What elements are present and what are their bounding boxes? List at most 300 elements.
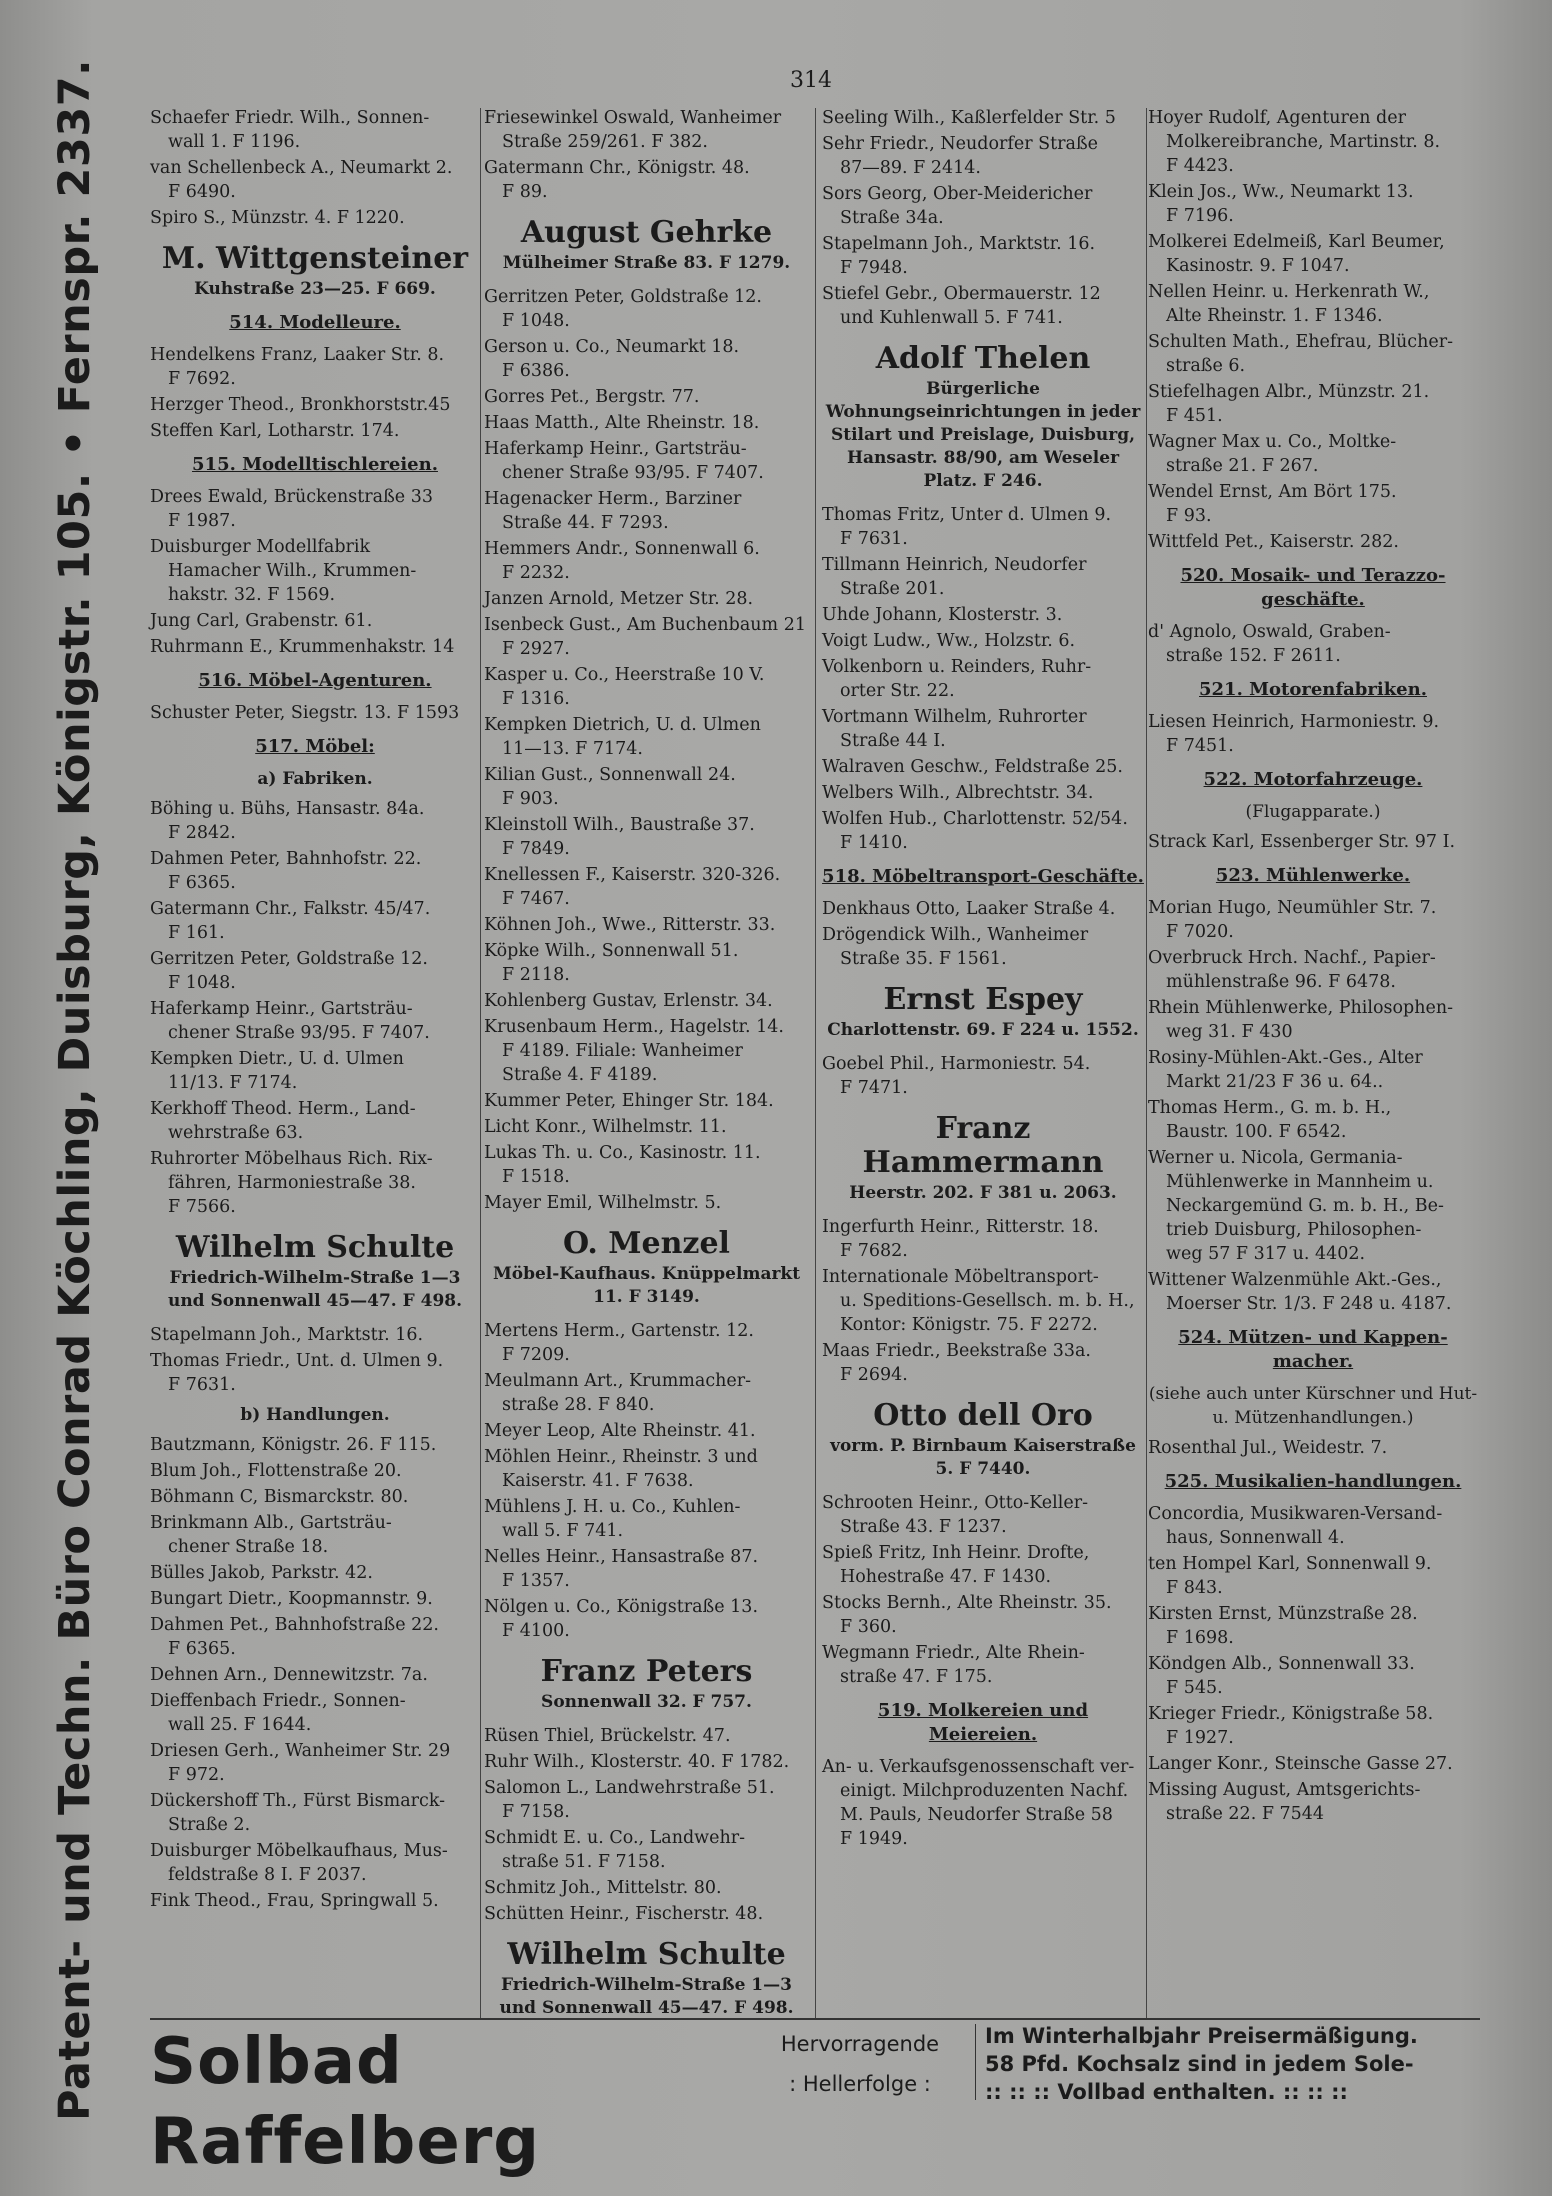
entry-line: Schmitz Joh., Mittelstr. 80.: [484, 1878, 722, 1898]
entry-line: d' Agnolo, Oswald, Graben-: [1148, 622, 1391, 642]
directory-entry: [484, 385, 809, 409]
directory-entry: [1148, 1752, 1478, 1776]
directory-entry: [484, 863, 809, 911]
directory-entry: [150, 535, 480, 607]
entry-line: Strack Karl, Essenberger Str. 97 I.: [1148, 832, 1456, 852]
entry-line: chener Straße 18.: [168, 1537, 329, 1557]
entry-line: hakstr. 32. F 1569.: [168, 585, 336, 605]
entry-line: Straße 43. F 1237.: [840, 1517, 1007, 1537]
directory-entry: [822, 132, 1144, 180]
column-divider: [815, 108, 816, 2018]
directory-entry: [150, 897, 480, 945]
entry-line: F 1048.: [502, 311, 570, 331]
section-heading: 522. Motorfahrzeuge.: [1203, 769, 1423, 790]
directory-entry: [822, 282, 1144, 330]
directory-entry: [484, 1826, 809, 1874]
entry-line: Sehr Friedr., Neudorfer Straße: [822, 134, 1099, 154]
section-heading: 516. Möbel-Agenturen.: [198, 670, 432, 691]
directory-entry: [484, 939, 809, 987]
entry-line: Wendel Ernst, Am Bört 175.: [1148, 482, 1397, 502]
entry-line: Bungart Dietr., Koopmannstr. 9.: [150, 1589, 433, 1609]
directory-entry: [1148, 946, 1478, 994]
directory-entry: [150, 847, 480, 895]
entry-line: Krieger Friedr., Königstraße 58.: [1148, 1704, 1434, 1724]
entry-line: Brinkmann Alb., Gartsträu-: [150, 1513, 392, 1533]
directory-entry: [1148, 1552, 1478, 1600]
entry-line: Kasper u. Co., Heerstraße 10 V.: [484, 665, 765, 685]
subsection-heading: b) Handlungen.: [240, 1405, 390, 1425]
entry-line: Langer Konr., Steinsche Gasse 27.: [1148, 1754, 1453, 1774]
directory-entry: [484, 713, 809, 761]
directory-entry: [822, 1641, 1144, 1689]
entry-line: einigt. Milchproduzenten Nachf.: [840, 1781, 1129, 1801]
directory-entry: [1148, 1502, 1478, 1550]
entry-line: F 843.: [1166, 1578, 1223, 1598]
entry-line: Kempken Dietrich, U. d. Ulmen: [484, 715, 761, 735]
directory-entry: [150, 1789, 480, 1837]
entry-line: Fink Theod., Frau, Springwall 5.: [150, 1891, 439, 1911]
entry-line: Wittener Walzenmühle Akt.-Ges.,: [1148, 1270, 1442, 1290]
entry-line: Gerson u. Co., Neumarkt 18.: [484, 337, 740, 357]
directory-entry: [822, 106, 1144, 130]
directory-entry: [484, 913, 809, 937]
entry-line: Morian Hugo, Neumühler Str. 7.: [1148, 898, 1437, 918]
entry-line: F 360.: [840, 1617, 897, 1637]
directory-entry: [150, 1587, 480, 1611]
directory-entry: [484, 813, 809, 861]
entry-line: F 7631.: [840, 529, 908, 549]
directory-entry: [822, 1265, 1144, 1337]
entry-line: F 2118.: [502, 965, 570, 985]
entry-line: Kasinostr. 9. F 1047.: [1166, 256, 1350, 276]
directory-entry: [484, 613, 809, 661]
entry-line: Jung Carl, Grabenstr. 61.: [150, 611, 373, 631]
entry-line: Gorres Pet., Bergstr. 77.: [484, 387, 700, 407]
entry-line: Straße 44 I.: [840, 731, 946, 751]
column-4: [1148, 106, 1478, 1828]
entry-line: Stapelmann Joh., Marktstr. 16.: [150, 1325, 424, 1345]
entry-line: Salomon L., Landwehrstraße 51.: [484, 1778, 775, 1798]
advertiser-name: Wilhelm Schulte: [507, 1937, 786, 1972]
entry-line: F 2232.: [502, 563, 570, 583]
entry-line: ten Hompel Karl, Sonnenwall 9.: [1148, 1554, 1432, 1574]
entry-line: Ingerfurth Heinr., Ritterstr. 18.: [822, 1217, 1099, 1237]
directory-entry: [484, 663, 809, 711]
directory-entry: [484, 1724, 809, 1748]
ad-right-text: [985, 2022, 1480, 2102]
directory-entry: [1148, 430, 1478, 478]
entry-line: Seeling Wilh., Kaßlerfelder Str. 5: [822, 108, 1116, 128]
section-heading: 518. Möbeltransport-Geschäfte.: [822, 866, 1144, 887]
entry-line: fähren, Harmoniestraße 38.: [168, 1173, 416, 1193]
entry-line: Haferkamp Heinr., Gartsträu-: [484, 439, 747, 459]
entry-line: F 7451.: [1166, 736, 1234, 756]
advertiser-details: Mülheimer Straße 83. F 1279.: [502, 253, 791, 273]
directory-entry: [150, 1433, 480, 1457]
entry-line: Licht Konr., Wilhelmstr. 11.: [484, 1117, 727, 1137]
sidebar-text: Patent- und Techn. Büro Conrad Köchling, Duisburg, Königstr. 105. • Fernspr. 2337.: [50, 58, 100, 2122]
directory-entry: [822, 705, 1144, 753]
entry-line: Hamacher Wilh., Krummen-: [168, 561, 417, 581]
entry-line: Straße 4. F 4189.: [502, 1065, 658, 1085]
entry-line: Rosenthal Jul., Weidestr. 7.: [1148, 1438, 1388, 1458]
entry-line: F 2694.: [840, 1365, 908, 1385]
advertiser-name: August Gehrke: [520, 215, 773, 250]
section-heading: 515. Modelltischlereien.: [192, 454, 438, 475]
directory-entry: [822, 182, 1144, 230]
directory-entry: [150, 1889, 480, 1913]
advertiser-details: vorm. P. Birnbaum Kaiserstraße 5. F 7440.: [830, 1436, 1136, 1479]
entry-line: straße 6.: [1166, 356, 1246, 376]
entry-line: Stiefelhagen Albr., Münzstr. 21.: [1148, 382, 1430, 402]
directory-entry: [484, 1902, 809, 1926]
entry-line: straße 22. F 7544: [1166, 1804, 1325, 1824]
directory-entry: [484, 335, 809, 383]
directory-entry: [484, 1445, 809, 1493]
section-heading: 521. Motorenfabriken.: [1199, 679, 1427, 700]
directory-entry: [1148, 1436, 1478, 1460]
directory-entry: [1148, 180, 1478, 228]
directory-entry: [150, 1839, 480, 1887]
advertiser-details: Möbel-Kaufhaus. Knüppelmarkt 11. F 3149.: [492, 1264, 801, 1307]
entry-line: Alte Rheinstr. 1. F 1346.: [1166, 306, 1383, 326]
directory-entry: [150, 797, 480, 845]
entry-line: Schütten Heinr., Fischerstr. 48.: [484, 1904, 764, 1924]
entry-line: Haas Matth., Alte Rheinstr. 18.: [484, 413, 760, 433]
entry-line: Kohlenberg Gustav, Erlenstr. 34.: [484, 991, 773, 1011]
entry-line: Steffen Karl, Lotharstr. 174.: [150, 421, 400, 441]
advertiser-details: Heerstr. 202. F 381 u. 2063.: [849, 1183, 1117, 1203]
entry-line: Dieffenbach Friedr., Sonnen-: [150, 1691, 406, 1711]
advertiser-name: O. Menzel: [563, 1226, 730, 1261]
entry-line: Goebel Phil., Harmoniestr. 54.: [822, 1054, 1091, 1074]
entry-line: Kummer Peter, Ehinger Str. 184.: [484, 1091, 774, 1111]
entry-line: Straße 2.: [168, 1815, 251, 1835]
column-1: [150, 106, 480, 1915]
entry-line: Volkenborn u. Reinders, Ruhr-: [822, 657, 1092, 677]
entry-line: Gerritzen Peter, Goldstraße 12.: [150, 949, 428, 969]
directory-entry: [1148, 1652, 1478, 1700]
entry-line: Straße 44. F 7293.: [502, 513, 669, 533]
entry-line: Mühlens J. H. u. Co., Kuhlen-: [484, 1497, 741, 1517]
directory-entry: [1148, 1096, 1478, 1144]
directory-entry: [1148, 330, 1478, 378]
entry-line: Kilian Gust., Sonnenwall 24.: [484, 765, 736, 785]
page-number: 314: [790, 68, 832, 93]
entry-line: Concordia, Musikwaren-Versand-: [1148, 1504, 1443, 1524]
entry-line: F 1949.: [840, 1829, 908, 1849]
entry-line: F 7692.: [168, 369, 236, 389]
directory-entry: [822, 1339, 1144, 1387]
entry-line: Internationale Möbeltransport-: [822, 1267, 1099, 1287]
directory-entry: [150, 1485, 480, 1509]
entry-line: weg 57 F 317 u. 4402.: [1166, 1244, 1366, 1264]
advertiser-details: Friedrich-Wilhelm-Straße 1—3 und Sonnenwall 45—47. F 498.: [499, 1975, 794, 2018]
directory-entry: [484, 156, 809, 204]
entry-line: Meulmann Art., Krummacher-: [484, 1371, 752, 1391]
directory-entry: [822, 553, 1144, 601]
directory-entry: [822, 897, 1144, 921]
directory-entry: [1148, 480, 1478, 528]
entry-line: Markt 21/23 F 36 u. 64..: [1166, 1072, 1384, 1092]
ad-middle-text: [760, 2022, 960, 2102]
directory-entry: [484, 1369, 809, 1417]
entry-line: Mertens Herm., Gartenstr. 12.: [484, 1321, 754, 1341]
directory-entry: [822, 629, 1144, 653]
entry-line: weg 31. F 430: [1166, 1022, 1293, 1042]
entry-line: Kirsten Ernst, Münzstraße 28.: [1148, 1604, 1418, 1624]
entry-line: Haferkamp Heinr., Gartsträu-: [150, 999, 413, 1019]
section-note: (siehe auch unter Kürschner und Hut- u. Mützenhandlungen.): [1148, 1384, 1478, 1428]
entry-line: F 4100.: [502, 1621, 570, 1641]
entry-line: wall 1. F 1196.: [168, 132, 301, 152]
entry-line: Missing August, Amtsgerichts-: [1148, 1780, 1421, 1800]
directory-entry: [1148, 280, 1478, 328]
entry-line: wall 25. F 1644.: [168, 1715, 312, 1735]
directory-entry: [150, 1739, 480, 1787]
entry-line: F 7158.: [502, 1802, 570, 1822]
entry-line: Köpke Wilh., Sonnenwall 51.: [484, 941, 739, 961]
directory-entry: [484, 1015, 809, 1087]
directory-entry: [484, 1419, 809, 1443]
entry-line: Molkerei Edelmeiß, Karl Beumer,: [1148, 232, 1445, 252]
ad-divider: [975, 2024, 976, 2100]
entry-line: F 2842.: [168, 823, 236, 843]
directory-entry: [150, 1561, 480, 1585]
advertiser-name: Adolf Thelen: [875, 341, 1091, 376]
entry-line: Baustr. 100. F 6542.: [1166, 1122, 1347, 1142]
directory-entry: [150, 701, 480, 725]
directory-entry: [484, 487, 809, 535]
entry-line: Spieß Fritz, Inh Heinr. Drofte,: [822, 1543, 1090, 1563]
directory-entry: [484, 763, 809, 811]
entry-line: Meyer Leop, Alte Rheinstr. 41.: [484, 1421, 756, 1441]
ad-middle-line-1: Hervorragende: [780, 2032, 940, 2056]
entry-line: Stocks Bernh., Alte Rheinstr. 35.: [822, 1593, 1112, 1613]
entry-line: Straße 34a.: [840, 208, 944, 228]
directory-entry: [484, 1876, 809, 1900]
directory-entry: [1148, 710, 1478, 758]
entry-line: F 1048.: [168, 973, 236, 993]
ad-middle-line-2: : Hellerfolge :: [789, 2072, 931, 2096]
entry-line: Böhing u. Bühs, Hansastr. 84a.: [150, 799, 425, 819]
entry-line: Böhmann C, Bismarckstr. 80.: [150, 1487, 409, 1507]
directory-entry: [150, 1689, 480, 1737]
directory-entry: [484, 1191, 809, 1215]
entry-line: Gerritzen Peter, Goldstraße 12.: [484, 287, 762, 307]
entry-line: Drögendick Wilh., Wanheimer: [822, 925, 1089, 945]
directory-entry: [484, 285, 809, 333]
ad-right-line-1: Im Winterhalbjahr Preisermäßigung.: [985, 2024, 1418, 2048]
directory-entry: [150, 635, 480, 659]
ad-right-line-3: :: :: :: Vollbad enthalten. :: :: ::: [985, 2080, 1348, 2104]
entry-line: Köhnen Joh., Wwe., Ritterstr. 33.: [484, 915, 776, 935]
directory-entry: [484, 1495, 809, 1543]
entry-line: Uhde Johann, Klosterstr. 3.: [822, 605, 1063, 625]
entry-line: Hoyer Rudolf, Agenturen der: [1148, 108, 1406, 128]
directory-entry: [150, 1663, 480, 1687]
entry-line: Klein Jos., Ww., Neumarkt 13.: [1148, 182, 1414, 202]
directory-entry: [150, 1459, 480, 1483]
entry-line: trieb Duisburg, Philosophen-: [1166, 1220, 1422, 1240]
advertiser-name: Franz Hammermann: [862, 1111, 1104, 1180]
sidebar-advertisement: [20, 58, 130, 2122]
entry-line: Gatermann Chr., Königstr. 48.: [484, 158, 750, 178]
entry-line: Schaefer Friedr. Wilh., Sonnen-: [150, 108, 430, 128]
directory-entry: [822, 655, 1144, 703]
directory-entry: [1148, 1702, 1478, 1750]
directory-entry: [1148, 106, 1478, 178]
directory-entry: [822, 1491, 1144, 1539]
entry-line: Stapelmann Joh., Marktstr. 16.: [822, 234, 1096, 254]
entry-line: Hemmers Andr., Sonnenwall 6.: [484, 539, 760, 559]
entry-line: Walraven Geschw., Feldstraße 25.: [822, 757, 1123, 777]
entry-line: Rhein Mühlenwerke, Philosophen-: [1148, 998, 1454, 1018]
entry-line: Spiro S., Münzstr. 4. F 1220.: [150, 208, 405, 228]
directory-entry: [484, 989, 809, 1013]
advertiser-name: Ernst Espey: [883, 982, 1083, 1017]
entry-line: Nellen Heinr. u. Herkenrath W.,: [1148, 282, 1430, 302]
entry-line: Neckargemünd G. m. b. H., Be-: [1166, 1196, 1444, 1216]
entry-line: F 7948.: [840, 258, 908, 278]
entry-line: Friesewinkel Oswald, Wanheimer: [484, 108, 782, 128]
advertiser-details: Sonnenwall 32. F 757.: [541, 1692, 752, 1712]
entry-line: F 7467.: [502, 889, 570, 909]
entry-line: Mühlenwerke in Mannheim u.: [1166, 1172, 1434, 1192]
directory-entry: [484, 1776, 809, 1824]
entry-line: straße 47. F 175.: [840, 1667, 993, 1687]
advertiser-name: Otto dell Oro: [873, 1398, 1093, 1433]
entry-line: F 7196.: [1166, 206, 1234, 226]
subsection-heading: a) Fabriken.: [257, 769, 373, 789]
entry-line: Kleinstoll Wilh., Baustraße 37.: [484, 815, 755, 835]
directory-entry: [150, 997, 480, 1045]
section-heading: 525. Musikalien-handlungen.: [1164, 1471, 1462, 1492]
entry-line: Denkhaus Otto, Laaker Straße 4.: [822, 899, 1116, 919]
entry-line: F 93.: [1166, 506, 1212, 526]
entry-line: F 7020.: [1166, 922, 1234, 942]
directory-entry: [150, 485, 480, 533]
entry-line: u. Speditions-Gesellsch. m. b. H.,: [840, 1291, 1135, 1311]
entry-line: F 7471.: [840, 1078, 908, 1098]
entry-line: Overbruck Hrch. Nachf., Papier-: [1148, 948, 1436, 968]
entry-line: Molkereibranche, Martinstr. 8.: [1166, 132, 1441, 152]
entry-line: F 6490.: [168, 182, 236, 202]
entry-line: Lukas Th. u. Co., Kasinostr. 11.: [484, 1143, 761, 1163]
entry-line: 11—13. F 7174.: [502, 739, 643, 759]
entry-line: Kerkhoff Theod. Herm., Land-: [150, 1099, 416, 1119]
entry-line: F 1410.: [840, 833, 908, 853]
directory-entry: [1148, 996, 1478, 1044]
directory-entry: [822, 781, 1144, 805]
section-heading: 517. Möbel:: [255, 736, 375, 757]
entry-line: Bautzmann, Königstr. 26. F 115.: [150, 1435, 437, 1455]
entry-line: F 6365.: [168, 873, 236, 893]
directory-entry: [150, 206, 480, 230]
entry-line: Herzger Theod., Bronkhorststr.45: [150, 395, 451, 415]
entry-line: F 4423.: [1166, 156, 1234, 176]
advertiser-name: M. Wittgensteiner: [161, 241, 469, 276]
entry-line: Vortmann Wilhelm, Ruhrorter: [822, 707, 1087, 727]
entry-line: Straße 201.: [840, 579, 945, 599]
entry-line: Straße 35. F 1561.: [840, 949, 1007, 969]
section-heading: 524. Mützen- und Kappen-macher.: [1178, 1327, 1448, 1372]
entry-line: Tillmann Heinrich, Neudorfer: [822, 555, 1087, 575]
entry-line: Schuster Peter, Siegstr. 13. F 1593: [150, 703, 460, 723]
advertiser-name: Franz Peters: [540, 1654, 753, 1689]
entry-line: Dehnen Arn., Dennewitzstr. 7a.: [150, 1665, 428, 1685]
directory-entry: [822, 503, 1144, 551]
advertiser-name: Wilhelm Schulte: [175, 1230, 455, 1265]
directory-entry: [484, 537, 809, 585]
entry-line: Welbers Wilh., Albrechtstr. 34.: [822, 783, 1094, 803]
entry-line: 11/13. F 7174.: [168, 1073, 298, 1093]
section-heading: 519. Molkereien und Meiereien.: [877, 1700, 1089, 1745]
entry-line: F 972.: [168, 1765, 225, 1785]
entry-line: Drees Ewald, Brückenstraße 33: [150, 487, 433, 507]
entry-line: F 7566.: [168, 1197, 236, 1217]
directory-entry: [822, 1215, 1144, 1263]
directory-entry: [150, 1349, 480, 1397]
directory-entry: [822, 1755, 1144, 1851]
entry-line: straße 28. F 840.: [502, 1395, 655, 1415]
entry-line: F 161.: [168, 923, 225, 943]
directory-entry: [484, 437, 809, 485]
entry-line: Driesen Gerh., Wanheimer Str. 29: [150, 1741, 451, 1761]
entry-line: F 7849.: [502, 839, 570, 859]
directory-entry: [484, 587, 809, 611]
entry-line: Moerser Str. 1/3. F 248 u. 4187.: [1166, 1294, 1452, 1314]
directory-entry: [1148, 620, 1478, 668]
entry-line: Schulten Math., Ehefrau, Blücher-: [1148, 332, 1454, 352]
directory-entry: [484, 106, 809, 154]
entry-line: Wagner Max u. Co., Moltke-: [1148, 432, 1397, 452]
directory-entry: [150, 1147, 480, 1219]
entry-line: F 903.: [502, 789, 559, 809]
entry-line: van Schellenbeck A., Neumarkt 2.: [150, 158, 453, 178]
entry-line: haus, Sonnenwall 4.: [1166, 1528, 1345, 1548]
directory-entry: [822, 923, 1144, 971]
entry-line: Stiefel Gebr., Obermauerstr. 12: [822, 284, 1101, 304]
entry-line: Möhlen Heinr., Rheinstr. 3 und: [484, 1447, 758, 1467]
directory-entry: [484, 1141, 809, 1189]
entry-line: Nelles Heinr., Hansastraße 87.: [484, 1547, 759, 1567]
entry-line: Hendelkens Franz, Laaker Str. 8.: [150, 345, 445, 365]
directory-entry: [822, 232, 1144, 280]
directory-entry: [150, 106, 480, 154]
entry-line: Voigt Ludw., Ww., Holzstr. 6.: [822, 631, 1076, 651]
entry-line: Ruhr Wilh., Klosterstr. 40. F 1782.: [484, 1752, 790, 1772]
entry-line: Liesen Heinrich, Harmoniestr. 9.: [1148, 712, 1440, 732]
entry-line: F 6386.: [502, 361, 570, 381]
entry-line: straße 152. F 2611.: [1166, 646, 1341, 666]
entry-line: Straße 259/261. F 382.: [502, 132, 708, 152]
directory-entry: [1148, 1778, 1478, 1826]
entry-line: F 1927.: [1166, 1728, 1234, 1748]
directory-entry: [484, 1545, 809, 1593]
directory-entry: [484, 1115, 809, 1139]
entry-line: wehrstraße 63.: [168, 1123, 304, 1143]
entry-line: straße 21. F 267.: [1166, 456, 1319, 476]
entry-line: straße 51. F 7158.: [502, 1852, 666, 1872]
directory-entry: [484, 1750, 809, 1774]
entry-line: Gatermann Chr., Falkstr. 45/47.: [150, 899, 431, 919]
entry-line: Schmidt E. u. Co., Landwehr-: [484, 1828, 746, 1848]
directory-entry: [822, 755, 1144, 779]
entry-line: Thomas Fritz, Unter d. Ulmen 9.: [822, 505, 1112, 525]
section-note: (Flugapparate.): [1245, 802, 1381, 822]
directory-entry: [1148, 1602, 1478, 1650]
